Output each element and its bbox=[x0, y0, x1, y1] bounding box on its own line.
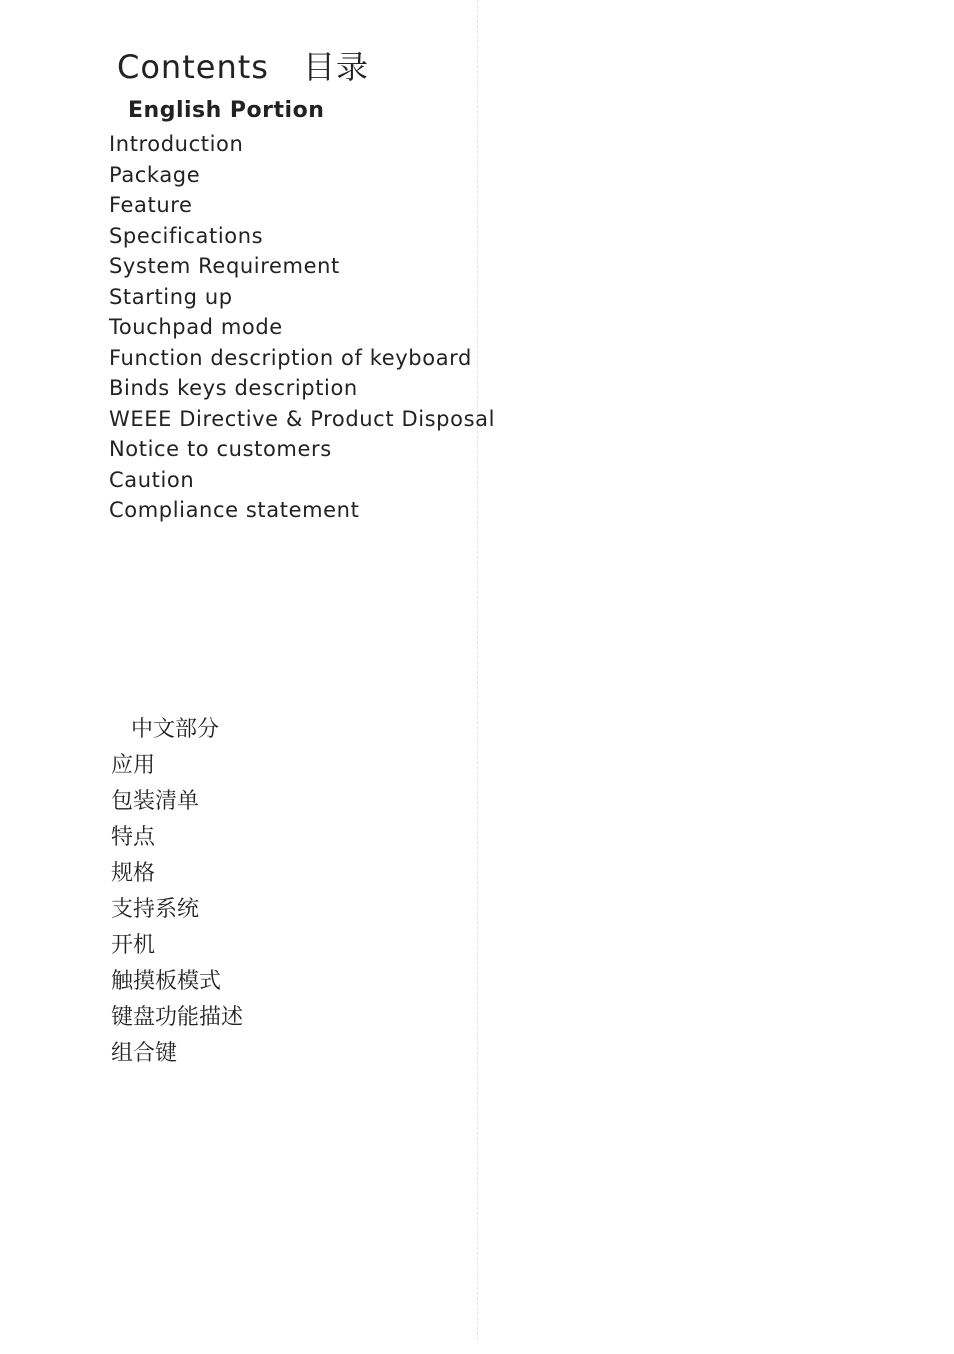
toc-item-keyboard-functions: Function description of keyboard bbox=[109, 345, 472, 370]
toc-item-specifications: Specifications bbox=[109, 223, 264, 248]
toc-item-introduction: Introduction bbox=[109, 132, 244, 156]
page-title bbox=[117, 42, 369, 88]
toc-item-cn-keyboard-functions: 键盘功能描述 bbox=[111, 1005, 244, 1030]
toc-item-cn-application: 应用 bbox=[111, 753, 156, 778]
toc-item-package: Package bbox=[109, 162, 201, 187]
chinese-portion-heading: 中文部分 bbox=[131, 717, 220, 742]
toc-item-compliance: Compliance statement bbox=[109, 498, 360, 522]
toc-item-cn-key-combinations: 组合键 bbox=[111, 1041, 178, 1066]
toc-item-system-requirement: System Requirement bbox=[109, 254, 340, 278]
toc-item-binds-keys: Binds keys description bbox=[109, 376, 358, 400]
toc-item-notice-customers: Notice to customers bbox=[109, 437, 332, 461]
toc-item-cn-touchpad-mode: 触摸板模式 bbox=[111, 969, 222, 994]
english-toc-list bbox=[109, 129, 495, 526]
english-portion-heading: English Portion bbox=[128, 98, 325, 123]
title-chinese: 目录 bbox=[302, 48, 369, 86]
toc-item-feature: Feature bbox=[109, 193, 193, 217]
toc-item-weee-directive: WEEE Directive & Product Disposal bbox=[109, 406, 496, 431]
toc-item-cn-specifications: 规格 bbox=[111, 861, 156, 886]
chinese-toc-list bbox=[111, 748, 243, 1072]
toc-item-cn-features: 特点 bbox=[111, 825, 156, 850]
toc-item-touchpad-mode: Touchpad mode bbox=[109, 315, 283, 339]
toc-item-caution: Caution bbox=[109, 467, 195, 492]
toc-item-starting-up: Starting up bbox=[109, 284, 233, 309]
toc-item-cn-supported-systems: 支持系统 bbox=[111, 897, 200, 922]
toc-item-cn-power-on: 开机 bbox=[111, 933, 156, 958]
title-english: Contents bbox=[117, 48, 269, 86]
toc-item-cn-package: 包装清单 bbox=[111, 789, 200, 814]
